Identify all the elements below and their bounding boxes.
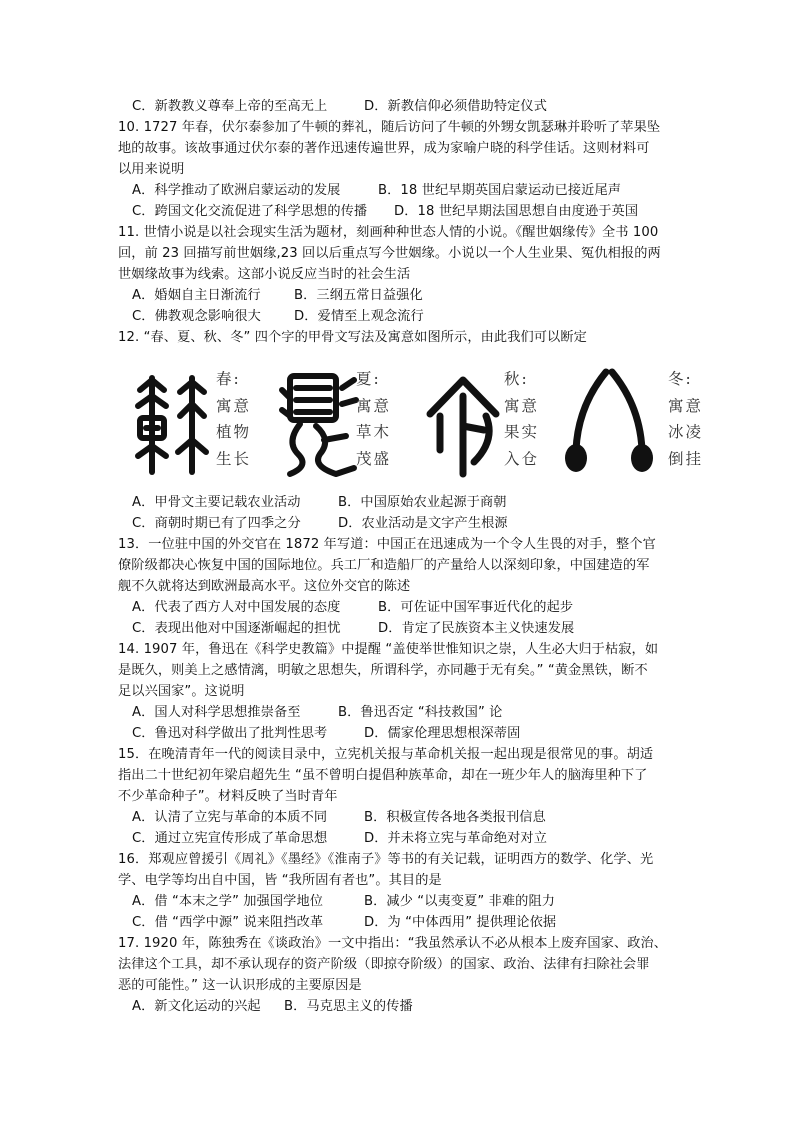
q11-option-c[interactable]: C．佛教观念影响很大 [132,309,261,324]
q12-stem-line-1: 12. “春、夏、秋、冬” 四个字的甲骨文写法及寓意如图所示，由此我们可以断定 [118,330,587,345]
q17-option-a[interactable]: A．新文化运动的兴起 [132,999,261,1014]
q9-option-d[interactable]: D．新教信仰必须借助特定仪式 [364,99,547,114]
q17-options-ab [132,996,702,1017]
q17-stem-line-2: 法律这个工具，却不承认现存的资产阶级（即掠夺阶级）的国家、政治、法律有扫除社会罪 [118,957,650,972]
q10-option-a[interactable]: A．科学推动了欧洲启蒙运动的发展 [132,183,341,198]
q10-stem-line-2: 地的故事。该故事通过伏尔泰的著作迅速传遍世界，成为家喻户晓的科学佳话。这则材料可 [118,141,650,156]
q15-option-d[interactable]: D．并未将立宪与革命绝对对立 [364,831,547,846]
autumn-caption-2: 寓意 [504,396,540,415]
winter-caption-3: 冰凌 [668,423,704,441]
q17-option-b[interactable]: B．马克思主义的传播 [284,999,413,1014]
q10-option-c[interactable]: C．跨国文化交流促进了科学思想的传播 [132,204,368,219]
spring-caption [216,366,276,472]
q14-stem-line-1: 14. 1907 年，鲁迅在《科学史教篇》中提醒 “盖使举世惟知识之崇，人生必大归于枯寂，如 [118,642,659,657]
q10-stem-line-3: 以用来说明 [118,162,185,177]
oracle-summer-glyph [276,370,362,482]
q16-option-b[interactable]: B．减少 “以夷变夏” 非难的阻力 [364,894,556,909]
oracle-autumn-glyph [426,370,500,482]
q15-options-cd [132,828,702,849]
q13-option-a[interactable]: A．代表了西方人对中国发展的态度 [132,600,341,615]
q14-stem-line-2: 是既久，则美上之感情漓，明敏之思想失，所谓科学，亦同趣于无有矣。” “黄金黑铁，断不 [118,663,648,678]
q13-option-b[interactable]: B．可佐证中国军事近代化的起步 [378,600,574,615]
q13-option-d[interactable]: D．肯定了民族资本主义快速发展 [378,621,575,636]
q16-stem-line-1: 16．郑观应曾援引《周礼》《墨经》《淮南子》等书的有关记载，证明西方的数学、化学、光 [118,852,654,867]
q11-stem-line-3: 世姻缘故事为线索。这部小说反应当时的社会生活 [118,267,411,282]
winter-caption [668,366,728,472]
q14-options-cd [132,723,702,744]
q14-option-a[interactable]: A．国人对科学思想推崇备至 [132,705,301,720]
spring-caption-4: 生长 [216,449,252,468]
q13-stem-line-1: 13．一位驻中国的外交官在 1872 年写道：中国正在迅速成为一个令人生畏的对手，整个官 [118,537,656,552]
q17-stem-line-1: 17. 1920 年，陈独秀在《谈政治》一文中指出：“我虽然承认不必从根本上废弃国家、政治、 [118,936,668,951]
q12-options-ab [132,492,702,513]
oracle-spring-glyph [132,372,212,482]
q10-options-ab [132,180,702,201]
q12-option-b[interactable]: B．中国原始农业起源于商朝 [338,495,507,510]
q15-option-a[interactable]: A．认清了立宪与革命的本质不同 [132,810,328,825]
q16-options-cd [132,912,702,933]
q11-option-d[interactable]: D．爱情至上观念流行 [294,309,424,324]
q12-option-d[interactable]: D．农业活动是文字产生根源 [338,516,508,531]
q10-option-d[interactable]: D．18 世纪早期法国思想自由度逊于英国 [394,204,639,219]
q11-options-cd [132,306,702,327]
q17-stem-line-3: 恶的可能性。” 这一认识形成的主要原因是 [118,978,362,993]
q9-option-c[interactable]: C．新教教义尊奉上帝的至高无上 [132,99,328,114]
q11-option-b[interactable]: B．三纲五常日益强化 [294,288,423,303]
q14-options-ab [132,702,702,723]
winter-caption-1: 冬: [668,370,693,388]
q13-stem-line-2: 僚阶级都决心恢复中国的国际地位。兵工厂和造船厂的产量给人以深刻印象，中国建造的军 [118,558,650,573]
q13-options-cd [132,618,702,639]
q9-options-cd [132,96,702,117]
q11-stem-line-1: 11. 世情小说是以社会现实生活为题材，刻画种种世态人情的小说。《醒世姻缘传》全书 100 [118,225,659,240]
winter-caption-4: 倒挂 [668,449,704,468]
q11-options-ab [132,285,702,306]
autumn-caption-4: 入仓 [504,449,540,468]
q16-options-ab [132,891,702,912]
autumn-caption-1: 秋: [504,370,529,388]
q14-option-d[interactable]: D．儒家伦理思想根深蒂固 [364,726,521,741]
oracle-winter-glyph [564,366,654,482]
q15-option-b[interactable]: B．积极宣传各地各类报刊信息 [364,810,546,825]
summer-caption-3: 草木 [356,423,392,441]
q11-stem-line-2: 回，前 23 回描写前世姻缘,23 回以后重点写今世姻缘。小说以一个人生业果、冤仇相报的两 [118,246,661,261]
q16-option-a[interactable]: A．借 “本末之学” 加强国学地位 [132,894,324,909]
spring-caption-3: 植物 [216,423,252,441]
q14-option-b[interactable]: B．鲁迅否定 “科技救国” 论 [338,705,503,720]
oracle-bone-seasons-figure [128,360,728,485]
autumn-caption [504,366,564,472]
summer-caption-4: 茂盛 [356,449,392,468]
q15-stem-line-2: 指出二十世纪初年梁启超先生 “虽不曾明白提倡种族革命，却在一班少年人的脑海里种下了 [118,768,648,783]
q14-option-c[interactable]: C．鲁迅对科学做出了批判性思考 [132,726,328,741]
q15-option-c[interactable]: C．通过立宪宣传形成了革命思想 [132,831,328,846]
q15-options-ab [132,807,702,828]
q10-stem-line-1: 10. 1727 年春，伏尔泰参加了牛顿的葬礼，随后访问了牛顿的外甥女凯瑟琳并聆听了苹果坠 [118,120,661,135]
spring-caption-2: 寓意 [216,396,252,415]
winter-caption-2: 寓意 [668,396,704,415]
q11-option-a[interactable]: A．婚姻自主日渐流行 [132,288,261,303]
q16-option-c[interactable]: C．借 “西学中源” 说来阻挡改革 [132,915,324,930]
q13-option-c[interactable]: C．表现出他对中国逐渐崛起的担忧 [132,621,341,636]
spring-caption-1: 春: [216,370,241,388]
q12-option-a[interactable]: A．甲骨文主要记载农业活动 [132,495,301,510]
summer-caption [356,366,416,472]
q12-options-cd [132,513,702,534]
q12-option-c[interactable]: C．商朝时期已有了四季之分 [132,516,301,531]
summer-caption-1: 夏: [356,370,381,388]
q16-option-d[interactable]: D．为 “中体西用” 提供理论依据 [364,915,557,930]
autumn-caption-3: 果实 [504,423,540,441]
q16-stem-line-2: 学、电学等均出自中国，皆 “我所固有者也”。其目的是 [118,873,442,888]
q10-options-cd [132,201,702,222]
summer-caption-2: 寓意 [356,396,392,415]
q15-stem-line-1: 15．在晚清青年一代的阅读目录中，立宪机关报与革命机关报一起出现是很常见的事。胡适 [118,747,654,762]
q10-option-b[interactable]: B．18 世纪早期英国启蒙运动已接近尾声 [378,183,622,198]
q15-stem-line-3: 不少革命种子”。材料反映了当时青年 [118,789,338,804]
q13-stem-line-3: 舰不久就将达到欧洲最高水平。这位外交官的陈述 [118,579,411,594]
q13-options-ab [132,597,702,618]
q14-stem-line-3: 足以兴国家”。这说明 [118,684,245,699]
